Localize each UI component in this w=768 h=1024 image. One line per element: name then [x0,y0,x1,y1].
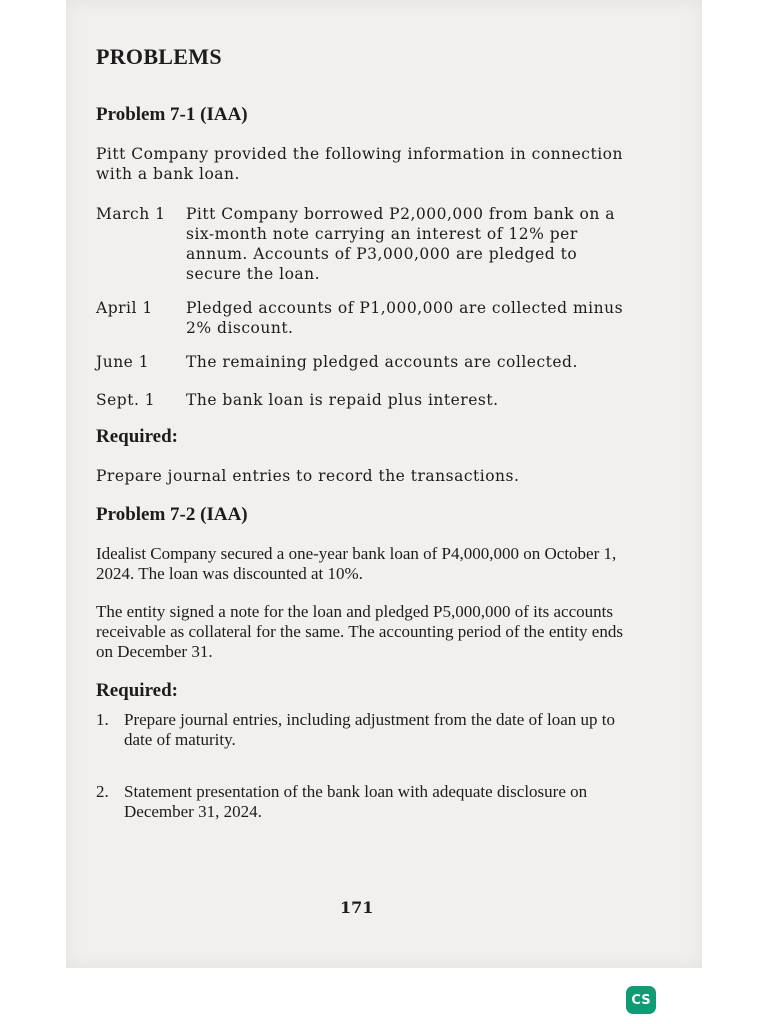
book-page [66,0,702,968]
transaction-entry [96,298,628,338]
problem-2-paragraph: The entity signed a note for the loan and pledged P5,000,000 of its accounts receivable as collateral for the same. The accounting period of the entity ends on December 31. [96,602,623,661]
problem-1-title: Problem 7-1 (IAA) [96,104,248,125]
transaction-entry [96,204,628,284]
problem-1-intro: Pitt Company provided the following information in connection with a bank loan. [96,145,623,183]
entry-date: March 1 [96,205,166,223]
page-content [96,44,628,822]
required-text: Prepare journal entries to record the transactions. [96,467,520,485]
entry-text: Pitt Company borrowed P2,000,000 from bank on a six-month note carrying an interest of 12% per annum. Accounts of P3,000,000 are pledged to secure the loan. [186,205,615,283]
item-number: 1. [96,710,109,729]
transaction-entry [96,390,628,410]
item-text: Prepare journal entries, including adjustment from the date of loan up to date of maturity. [124,710,615,749]
problem-2-title: Problem 7-2 (IAA) [96,504,248,525]
entry-text: The bank loan is repaid plus interest. [186,391,499,409]
item-text: Statement presentation of the bank loan with adequate disclosure on December 31, 2024. [124,782,588,821]
transaction-list [96,204,628,410]
item-number: 2. [96,782,109,801]
problem-2-paragraph: Idealist Company secured a one-year bank loan of P4,000,000 on October 1, 2024. The loan was discounted at 10%. [96,544,617,583]
entry-text: Pledged accounts of P1,000,000 are collected minus 2% discount. [186,299,624,337]
entry-date: Sept. 1 [96,391,156,409]
section-heading: PROBLEMS [96,44,222,69]
entry-date: April 1 [96,299,153,317]
camscanner-logo-icon: CS [626,986,656,1014]
required-heading: Required: [96,680,178,701]
required-heading: Required: [96,426,178,447]
required-item [96,782,628,822]
transaction-entry [96,352,628,372]
required-item [96,710,628,750]
page-number: 171 [340,898,374,917]
entry-text: The remaining pledged accounts are collected. [186,353,578,371]
entry-date: June 1 [96,353,150,371]
